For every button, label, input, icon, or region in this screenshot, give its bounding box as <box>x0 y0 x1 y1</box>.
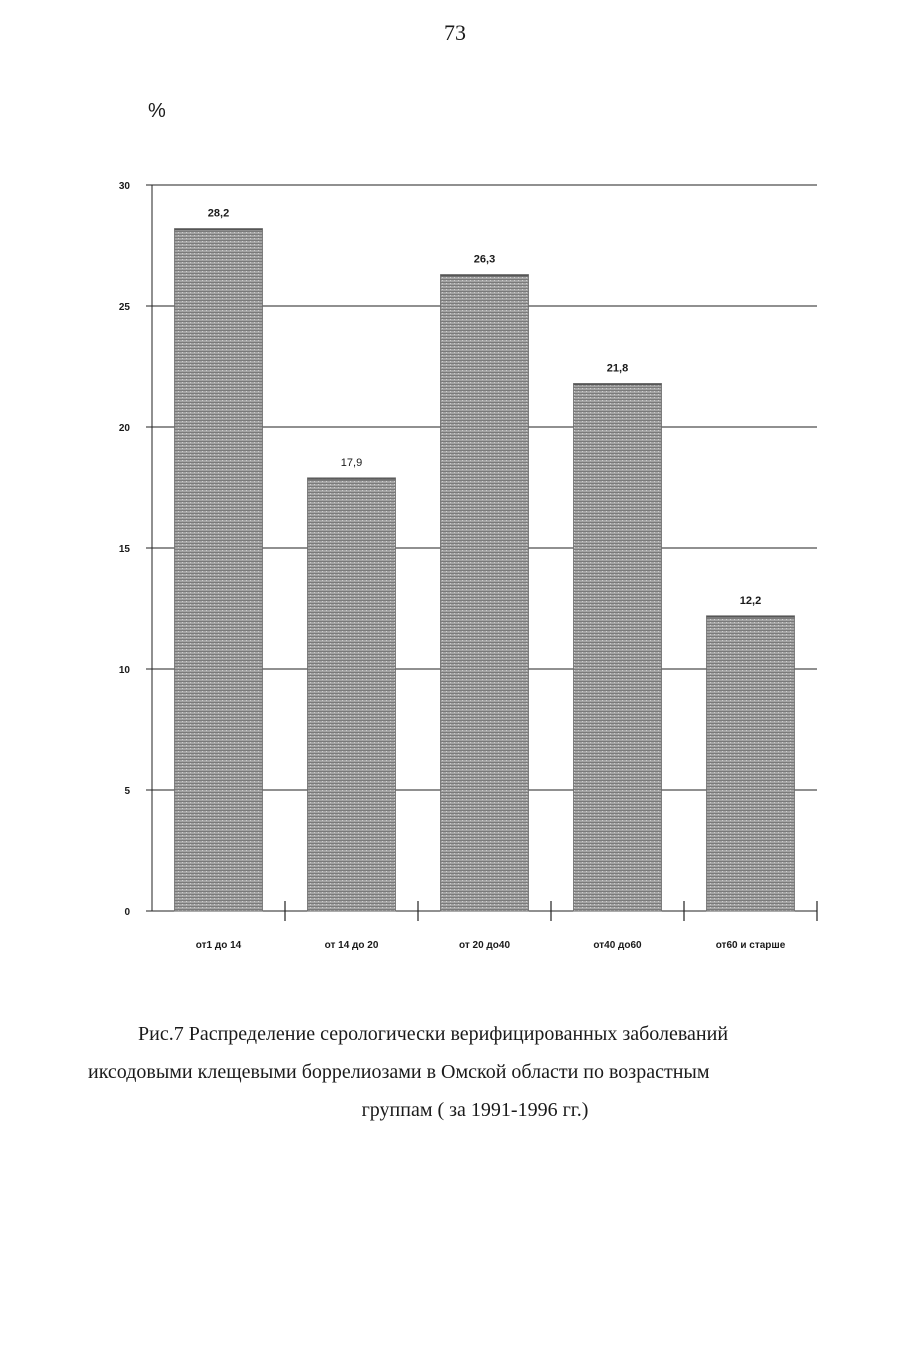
y-axis-unit-label: % <box>148 100 166 122</box>
bar-value-label: 12,2 <box>739 594 762 607</box>
x-category-label: от60 и старше <box>715 940 786 951</box>
caption-line-3: группам ( за 1991-1996 гг.) <box>361 1099 589 1121</box>
bar-value-label: 21,8 <box>606 362 629 375</box>
caption-line-1: Рис.7 Распределение серологически верифицированных заболеваний <box>138 1023 729 1045</box>
y-tick-label: 25 <box>118 302 130 313</box>
y-tick-label: 0 <box>124 907 130 918</box>
bar-value-label: 28,2 <box>207 207 230 220</box>
bar-value-label: 17,9 <box>340 456 363 469</box>
y-tick-label: 10 <box>118 665 130 676</box>
figure-caption <box>60 1015 850 1129</box>
x-category-label: от 20 до40 <box>458 940 511 951</box>
x-category-label: от 14 до 20 <box>324 940 379 951</box>
y-tick-label: 20 <box>118 423 130 434</box>
bar <box>308 478 396 911</box>
y-tick-label: 30 <box>118 181 130 192</box>
bar <box>707 616 795 911</box>
x-category-label: от40 до60 <box>593 940 642 951</box>
bar <box>175 229 263 911</box>
bar-value-label: 26,3 <box>473 253 496 266</box>
y-tick-label: 15 <box>118 544 130 555</box>
bar <box>574 383 662 911</box>
bar <box>441 275 529 911</box>
bars <box>175 229 795 911</box>
page-number: 73 <box>444 20 466 45</box>
x-category-label: от1 до 14 <box>195 940 242 951</box>
y-tick-label: 5 <box>124 786 130 797</box>
caption-line-2: иксодовыми клещевыми боррелиозами в Омской области по возрастным <box>88 1061 710 1083</box>
